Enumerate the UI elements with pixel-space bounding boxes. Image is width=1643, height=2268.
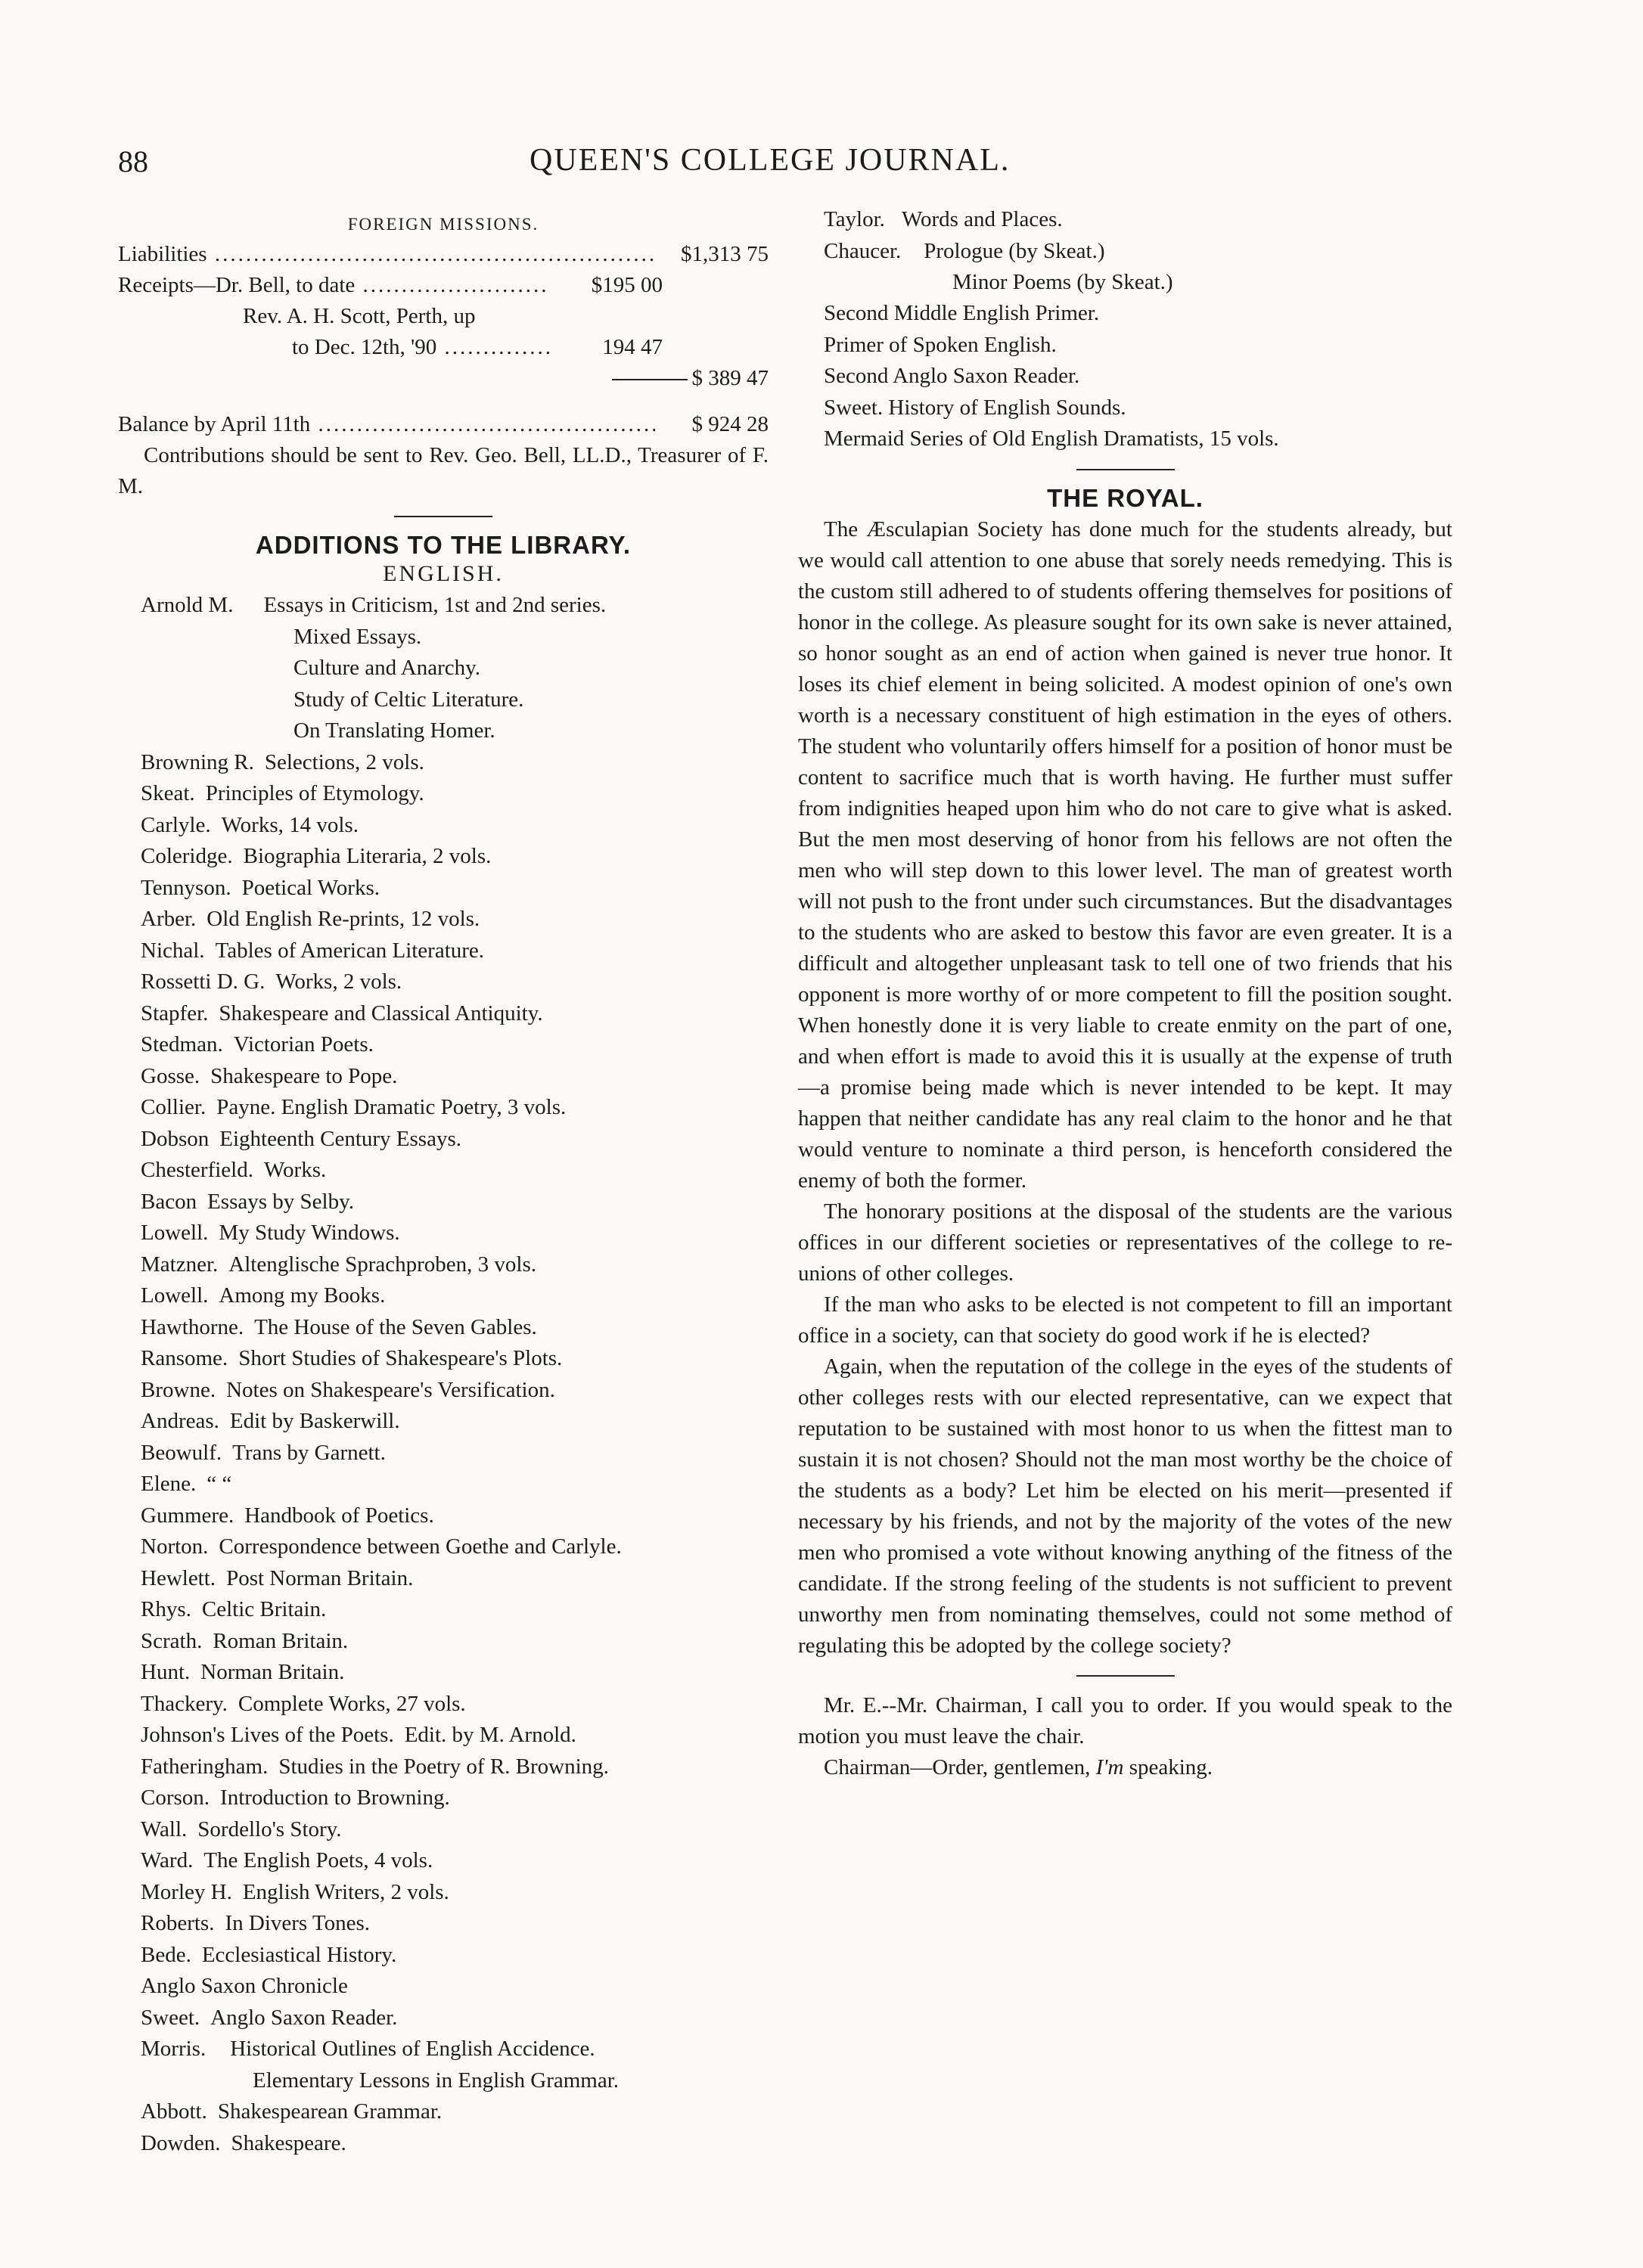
list-item: Sweet. History of English Sounds.	[824, 395, 1126, 420]
book-title: Studies in the Poetry of R. Browning.	[278, 1754, 609, 1779]
list-item	[141, 1280, 769, 1312]
book-title: Notes on Shakespeare's Versification.	[226, 1377, 555, 1402]
book-author: Wall.	[141, 1817, 188, 1841]
book-title: Elementary Lessons in English Grammar.	[253, 2068, 620, 2093]
list-item	[141, 935, 769, 967]
right-column	[798, 204, 1452, 1783]
list-item	[141, 841, 769, 873]
library-subheading: ENGLISH.	[383, 561, 504, 586]
book-title: Tables of American Literature.	[215, 938, 485, 963]
list-item	[141, 1720, 769, 1751]
book-author: Roberts.	[141, 1911, 215, 1935]
book-author: Beowulf.	[141, 1440, 222, 1465]
book-title: Mixed Essays.	[294, 624, 422, 649]
royal-heading: THE ROYAL.	[1047, 483, 1204, 512]
book-title: Roman Britain.	[213, 1628, 349, 1653]
book-title: Old English Re-prints, 12 vols.	[207, 907, 480, 931]
book-title: Principles of Etymology.	[205, 781, 424, 805]
list-item	[141, 1814, 769, 1846]
receipts-total: $ 389 47	[691, 366, 769, 390]
book-author: Abbott.	[141, 2099, 207, 2124]
book-author: Chaucer.	[824, 238, 902, 263]
book-title: On Translating Homer.	[294, 718, 495, 743]
list-item	[141, 998, 769, 1030]
book-title: Eighteenth Century Essays.	[219, 1126, 461, 1151]
list-item	[141, 1594, 769, 1626]
book-title: Short Studies of Shakespeare's Plots.	[238, 1346, 563, 1370]
book-author: Browne.	[141, 1377, 216, 1402]
list-item	[141, 1187, 769, 1218]
book-title: Minor Poems (by Skeat.)	[952, 270, 1173, 294]
list-item	[141, 1845, 769, 1877]
book-title: Celtic Britain.	[201, 1597, 327, 1621]
royal-paragraph: Again, when the reputation of the college in the eyes of the students of other colleges rests with our elected representative, can we expect that reputation to be sustained with most honor to us when the fittest man to sustain it is not chosen? Should not the man most worthy be the choice of the students as a body? Let him be elected on his merit—presented if necessary by his friends, and not by the majority of the votes of the new men who promised a vote without knowing anything of the fitness of the candidate. If the strong feeling of the students is not sufficient to prevent unworthy men from nominating themselves, could not some method of regulating this be adopted by the college society?	[798, 1354, 1452, 1658]
book-title: Correspondence between Goethe and Carlyle.	[219, 1534, 622, 1559]
book-list-end	[118, 2096, 769, 2159]
royal-paragraph: The honorary positions at the disposal of the students are the various offices in our different societies or representatives of the college to re-unions of other colleges.	[798, 1199, 1452, 1286]
book-author: Johnson's Lives of the Poets.	[141, 1723, 394, 1747]
library-heading: ADDITIONS TO THE LIBRARY.	[255, 531, 632, 559]
book-author: Bede.	[141, 1942, 191, 1967]
book-author: Rhys.	[141, 1597, 191, 1621]
book-author: Fatheringham.	[141, 1754, 269, 1779]
list-item	[141, 590, 769, 622]
list-item	[141, 1500, 769, 1532]
book-author: Sweet.	[141, 2005, 200, 2030]
list-item: Second Anglo Saxon Reader.	[824, 364, 1080, 388]
arnold-entry	[118, 590, 769, 747]
list-item	[141, 1531, 769, 1563]
book-author: Norton.	[141, 1534, 209, 1559]
book-title: Shakespeare.	[231, 2130, 346, 2155]
book-author: Dowden.	[141, 2130, 221, 2155]
balance-amount: $ 924 28	[691, 412, 769, 436]
contributions-note: Contributions should be sent to Rev. Geo. Bell, LL.D., Treasurer of F. M.	[118, 443, 769, 498]
list-item	[824, 236, 1452, 268]
book-title: Biographia Literaria, 2 vols.	[243, 844, 492, 868]
book-author: Matzner.	[141, 1252, 219, 1277]
book-author: Stapfer.	[141, 1001, 209, 1025]
book-title: Edit. by M. Arnold.	[404, 1723, 576, 1747]
book-title: Selections, 2 vols.	[264, 749, 424, 774]
list-item	[141, 1061, 769, 1093]
list-item	[141, 1469, 769, 1500]
list-item	[141, 1155, 769, 1187]
book-title: Norman Britain.	[200, 1660, 345, 1684]
book-title: My Study Windows.	[219, 1221, 400, 1245]
foreign-missions-heading: FOREIGN MISSIONS.	[347, 215, 539, 234]
list-item	[141, 1438, 769, 1469]
book-author: Taylor.	[824, 207, 885, 231]
morris-entry	[118, 2034, 769, 2096]
book-author: Rossetti D. G.	[141, 970, 266, 994]
book-title: In Divers Tones.	[225, 1911, 371, 1935]
book-title: Essays by Selby.	[207, 1189, 354, 1214]
book-author: Browning R.	[141, 749, 254, 774]
book-author: Nichal.	[141, 938, 205, 963]
book-title: Ecclesiastical History.	[201, 1942, 397, 1967]
book-title: Prologue (by Skeat.)	[924, 238, 1105, 263]
book-title: The English Poets, 4 vols.	[203, 1848, 433, 1872]
book-title: Handbook of Poetics.	[244, 1503, 434, 1528]
list-item	[141, 1092, 769, 1124]
book-author: Elene.	[141, 1472, 197, 1496]
chaucer-entry	[798, 236, 1452, 299]
book-title: The House of the Seven Gables.	[254, 1314, 537, 1339]
list-item	[141, 1124, 769, 1156]
book-author: Chesterfield.	[141, 1158, 253, 1182]
book-title: Anglo Saxon Reader.	[210, 2005, 398, 2030]
book-title: Works, 2 vols.	[275, 970, 402, 994]
royal-paragraph: If the man who asks to be elected is not competent to fill an important office in a society, can that society do good work if he is elected?	[798, 1292, 1452, 1348]
book-title: Edit by Baskerwill.	[229, 1409, 400, 1433]
list-item	[141, 1971, 769, 2003]
scott-line-1: Rev. A. H. Scott, Perth, up	[243, 304, 476, 328]
balance-label: Balance by April 11th .....	[118, 409, 655, 440]
book-title: Shakespearean Grammar.	[217, 2099, 443, 2124]
book-list-continued-end	[798, 298, 1452, 455]
list-item: Second Middle English Primer.	[824, 301, 1100, 325]
liabilities-line	[118, 239, 769, 270]
book-author: Dobson	[141, 1126, 210, 1151]
list-item	[141, 1782, 769, 1814]
book-title: Altenglische Sprachproben, 3 vols.	[228, 1252, 536, 1277]
section-divider	[394, 516, 492, 517]
list-item	[824, 204, 1452, 236]
book-author: Tennyson.	[141, 875, 231, 900]
book-author: Gosse.	[141, 1063, 200, 1088]
receipts-line	[118, 270, 769, 301]
list-item	[141, 1751, 769, 1783]
section-divider	[1076, 1675, 1175, 1677]
scott-label: to Dec. 12th, '90 .....	[292, 332, 549, 363]
list-item	[141, 1029, 769, 1061]
list-item	[141, 1343, 769, 1375]
list-item	[141, 1406, 769, 1438]
book-author: Ransome.	[141, 1346, 228, 1370]
list-item	[141, 1877, 769, 1909]
list-item	[141, 2096, 769, 2128]
total-rule	[612, 379, 688, 380]
liabilities-label: Liabilities .....	[118, 239, 655, 270]
book-title: Works.	[263, 1158, 327, 1182]
list-item	[141, 810, 769, 842]
book-title: Post Norman Britain.	[226, 1565, 414, 1590]
book-title: Trans by Garnett.	[232, 1440, 386, 1465]
anecdote-text: speaking.	[1129, 1755, 1213, 1779]
book-author: Coleridge.	[141, 844, 233, 868]
book-title: Words and Places.	[901, 207, 1063, 231]
anecdote-line	[798, 1752, 1452, 1783]
book-title: Shakespeare and Classical Antiquity.	[219, 1001, 543, 1025]
book-title: English Writers, 2 vols.	[242, 1879, 449, 1904]
list-item	[141, 873, 769, 904]
anecdote-text: Chairman—Order, gentlemen,	[824, 1755, 1091, 1779]
book-title: Introduction to Browning.	[220, 1786, 450, 1810]
list-item	[141, 1908, 769, 1940]
list-item	[141, 1689, 769, 1720]
left-column	[118, 204, 769, 2159]
book-title: Complete Works, 27 vols.	[238, 1691, 466, 1716]
list-item	[141, 1375, 769, 1407]
book-title: Essays in Criticism, 1st and 2nd series.	[263, 593, 607, 617]
book-author: Collier.	[141, 1095, 207, 1119]
list-item	[141, 2003, 769, 2034]
book-author: Hawthorne.	[141, 1314, 244, 1339]
list-item	[141, 2034, 769, 2065]
book-author: Gummere.	[141, 1503, 234, 1528]
page-number: 88	[118, 144, 148, 178]
book-list	[118, 747, 769, 2034]
list-item	[141, 1626, 769, 1658]
list-item	[141, 1563, 769, 1595]
section-divider	[1076, 469, 1175, 470]
book-author: Corson.	[141, 1786, 210, 1810]
book-author: Morris.	[141, 2037, 207, 2061]
book-author: Thackery.	[141, 1691, 228, 1716]
list-item	[141, 1312, 769, 1344]
book-author: Ward.	[141, 1848, 194, 1872]
list-item	[141, 1657, 769, 1689]
anecdote-emphasis: I'm	[1095, 1755, 1124, 1779]
book-author: Stedman.	[141, 1032, 223, 1056]
list-item	[141, 966, 769, 998]
scott-line-2	[118, 332, 769, 363]
list-item: Primer of Spoken English.	[824, 332, 1057, 357]
anecdote-line: Mr. E.--Mr. Chairman, I call you to order. If you would speak to the motion you must leave the chair.	[798, 1692, 1452, 1748]
book-title: Victorian Poets.	[233, 1032, 374, 1056]
list-item: Mermaid Series of Old English Dramatists, 15 vols.	[824, 427, 1279, 451]
liabilities-amount: $1,313 75	[681, 242, 769, 266]
list-item	[141, 778, 769, 810]
book-title: Payne. English Dramatic Poetry, 3 vols.	[216, 1095, 567, 1119]
book-title: Culture and Anarchy.	[294, 656, 480, 680]
book-author: Arnold M.	[141, 593, 234, 617]
book-author: Andreas.	[141, 1409, 219, 1433]
book-title: Poetical Works.	[241, 875, 380, 900]
book-author: Hunt.	[141, 1660, 191, 1684]
book-title: Among my Books.	[219, 1283, 386, 1308]
balance-line	[118, 409, 769, 440]
book-author: Anglo Saxon Chronicle	[141, 1974, 348, 1998]
book-author: Morley H.	[141, 1879, 232, 1904]
book-list-continued	[798, 204, 1452, 236]
list-item	[141, 1940, 769, 1972]
book-author: Skeat.	[141, 781, 195, 805]
book-author: Hewlett.	[141, 1565, 216, 1590]
book-title: Shakespeare to Pope.	[210, 1063, 398, 1088]
list-item	[141, 1218, 769, 1249]
book-author: Lowell.	[141, 1283, 209, 1308]
list-item	[141, 747, 769, 779]
list-item	[141, 1249, 769, 1281]
scott-amount: 194 47	[602, 335, 663, 359]
list-item	[141, 904, 769, 935]
book-title: Sordello's Story.	[197, 1817, 342, 1841]
receipts-total-line	[118, 363, 769, 394]
journal-title: QUEEN'S COLLEGE JOURNAL.	[530, 143, 1011, 178]
book-title: “ “	[207, 1472, 232, 1496]
book-author: Scrath.	[141, 1628, 203, 1653]
book-title: Works, 14 vols.	[221, 812, 359, 837]
receipts-label: Receipts—Dr. Bell, to date .....	[118, 270, 549, 301]
book-author: Bacon	[141, 1189, 197, 1214]
list-item	[141, 2128, 769, 2160]
book-author: Lowell.	[141, 1221, 209, 1245]
book-title: Study of Celtic Literature.	[294, 687, 524, 712]
book-title: Historical Outlines of English Accidence.	[230, 2037, 595, 2061]
book-author: Carlyle.	[141, 812, 211, 837]
book-author: Arber.	[141, 907, 197, 931]
receipts-bell-amount: $195 00	[591, 273, 663, 297]
royal-paragraph: The Æsculapian Society has done much for the students already, but we would call attention to one abuse that sorely needs remedying. This is the custom still adhered to of students offering themselves for positions of honor in the college. As pleasure sought for its own sake is never attained, so honor sought as an end of action when gained is never true honor. It loses its chief element in being solicited. A modest opinion of one's own worth is a necessary constituent of high estimation in the eyes of others. The student who voluntarily offers himself for a position of honor must be content to sacrifice much that is worth having. He further must suffer from indignities heaped upon him who do not care to give what is asked. But the men most deserving of honor from his fellows are not often the men who will step down to this lower level. The man of greatest worth will not push to the front under such circumstances. But the disadvantages to the students who are asked to bestow this favor are even greater. It is a difficult and altogether unpleasant task to tell one of two friends that his opponent is more worthy of or more competent to fill the position sought. When honestly done it is very liable to create enmity on the part of one, and when effort is made to avoid this it is usually at the expense of truth—a promise being made which is never intended to be kept. It may happen that neither candidate has any real claim to the honor and he that would venture to nominate a third person, is henceforth considered the enemy of both the former.	[798, 517, 1452, 1193]
